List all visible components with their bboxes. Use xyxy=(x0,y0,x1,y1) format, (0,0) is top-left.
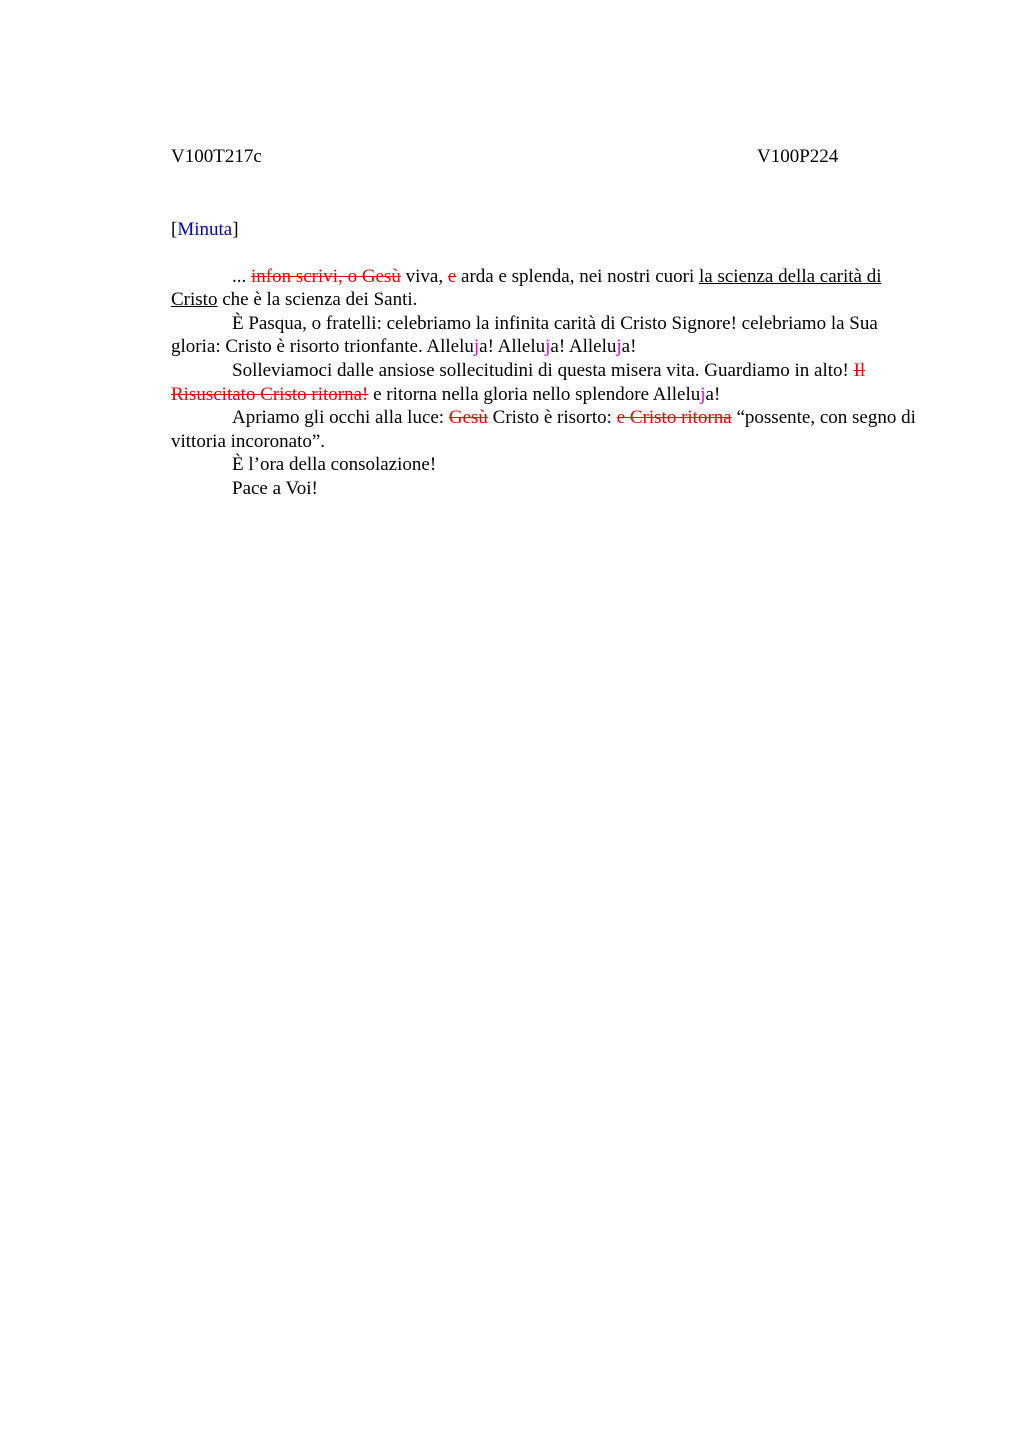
highlighted-letter: j xyxy=(473,336,480,358)
paragraph-3 xyxy=(171,359,931,406)
deleted-text: infon scrivi, o Gesù xyxy=(251,265,401,287)
page-header xyxy=(171,145,931,171)
paragraph-5: È l’ora della consolazione! xyxy=(232,454,437,476)
deleted-text: e Cristo ritorna xyxy=(616,407,732,429)
document-body xyxy=(171,265,931,501)
text-run: arda e splenda, nei nostri cuori xyxy=(456,265,699,287)
paragraph-1 xyxy=(171,265,931,312)
text-run: a! Allelu xyxy=(550,336,617,358)
document-label xyxy=(171,218,931,242)
text-run: a! Allelu xyxy=(479,336,546,358)
text-run: Apriamo gli occhi alla luce: xyxy=(232,407,449,429)
paragraph-4 xyxy=(171,406,931,453)
text-run: ... xyxy=(232,265,251,287)
text-run: Cristo è risorto: xyxy=(487,407,617,429)
deleted-text: Il Risuscitato Cristo ritorna! xyxy=(171,359,866,405)
text-run: e ritorna nella gloria nello splendore Allelu xyxy=(368,383,701,405)
text-run: viva, xyxy=(400,265,448,287)
highlighted-letter: j xyxy=(545,336,551,358)
label-close-bracket: ] xyxy=(232,219,239,240)
text-run: È Pasqua, o fratelli: celebriamo la infinita carità di Cristo Signore! celebriamo la Sua gloria: Cristo è risorto trionfante. Allelu xyxy=(171,312,878,358)
text-run: a! xyxy=(621,336,637,358)
paragraph-2 xyxy=(171,312,931,359)
header-right-code: V100P224 xyxy=(757,146,839,167)
text-run: “possente, con segno di vittoria incoronato”. xyxy=(171,407,916,452)
label-open-bracket: [ xyxy=(171,219,178,240)
underlined-text: la scienza della carità di Cristo xyxy=(171,265,882,311)
highlighted-letter: j xyxy=(616,336,622,358)
highlighted-letter: j xyxy=(700,383,706,405)
header-left-code: V100T217c xyxy=(171,146,262,167)
deleted-text: e xyxy=(447,265,457,287)
paragraph-6: Pace a Voi! xyxy=(232,477,318,499)
document-page xyxy=(171,145,931,501)
text-run: Solleviamoci dalle ansiose sollecitudini di questa misera vita. Guardiamo in alto! xyxy=(232,359,854,381)
deleted-text: Gesù xyxy=(448,407,488,429)
text-run: a! xyxy=(705,383,721,405)
text-run: che è la scienza dei Santi. xyxy=(217,289,418,311)
label-word: Minuta xyxy=(177,219,233,240)
